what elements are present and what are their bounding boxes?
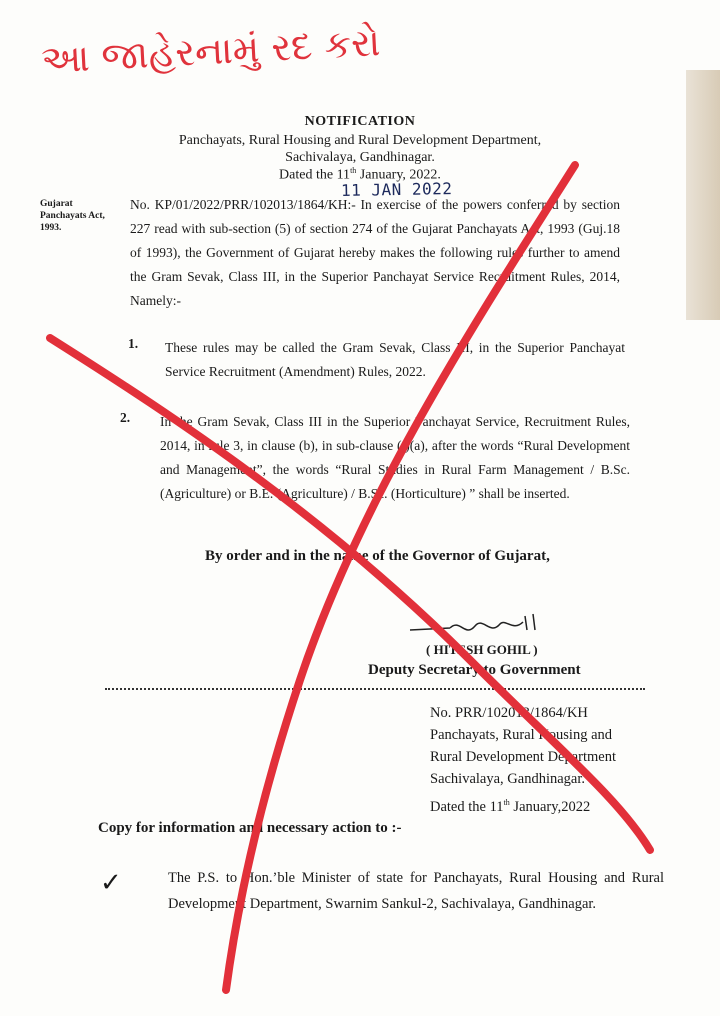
rule-number: 1. (128, 336, 139, 351)
dated-prefix: Dated the 11 (279, 167, 351, 183)
rule-number: 2. (120, 410, 131, 425)
handwritten-cancel-note: આ જાહેરનામું રદ કરો (40, 20, 382, 82)
margin-note: Gujarat Panchayats Act, 1993. (40, 199, 105, 233)
ref-dated-prefix: Dated the 11 (430, 798, 504, 815)
reference-location: Sachivalaya, Gandhinagar. (430, 771, 586, 787)
date-stamp: 11 JAN 2022 (340, 179, 453, 200)
order-line: By order and in the name of the Governor of Gujarat, (205, 548, 550, 564)
dated-suffix: January, 2022. (356, 167, 441, 183)
dated-sup: th (350, 166, 357, 175)
notification-title: NOTIFICATION (304, 114, 416, 129)
ref-dated-suffix: January,2022 (509, 798, 591, 815)
department-line: Panchayats, Rural Housing and Rural Development Department, (178, 133, 542, 148)
ref-dated-sup: th (503, 798, 510, 807)
rule-text: These rules may be called the Gram Sevak, Class III, in the Superior Panchayat Service Recruitment (Amendment) Rules, 2022. (165, 340, 625, 379)
intro-paragraph: No. KP/01/2022/PRR/102013/1864/KH:- In exercise of the powers conferred by section 227 read with sub-section (5) of section 274 of the Gujarat Panchayats Act, 1993 (Guj.18 of 1993), the Government of Gujarat hereby makes the following rules further to amend the Gram Sevak, Class III, in the Superior Panchayat Service Recruitment Rules, 2014, Namely:- (130, 197, 620, 308)
reference-dept-line2: Rural Development Department (430, 749, 617, 765)
signatory-designation: Deputy Secretary to Government (368, 662, 581, 678)
reference-number: No. PRR/102013/1864/KH (430, 705, 588, 721)
signatory-name: ( HITESH GOHIL ) (426, 642, 538, 657)
rule-text: In the Gram Sevak, Class III in the Superior Panchayat Service, Recruitment Rules, 2014, in rule 3, in clause (b), in sub-clause (i)(a), after the words “Rural Development and Management”, the words “Rural Studies in Rural Farm Management / B.Sc. (Agriculture) or B.E. (Agriculture) / B.Sc. (Horticulture) ” shall be inserted. (160, 414, 630, 501)
location-line: Sachivalaya, Gandhinagar. (285, 150, 435, 165)
copy-recipient: The P.S. to Hon.’ble Minister of state for Panchayats, Rural Housing and Rural Development Department, Swarnim Sankul-2, Sachivalaya, Gandhinagar. (168, 870, 664, 912)
dotted-divider (105, 688, 645, 690)
reference-dated (430, 792, 670, 818)
signature-mark (405, 610, 555, 640)
paper-edge (686, 70, 720, 320)
reference-dept-line1: Panchayats, Rural Housing and (430, 727, 613, 743)
copy-heading: Copy for information and necessary action to :- (98, 820, 402, 836)
check-mark-icon: ✓ (100, 868, 122, 897)
